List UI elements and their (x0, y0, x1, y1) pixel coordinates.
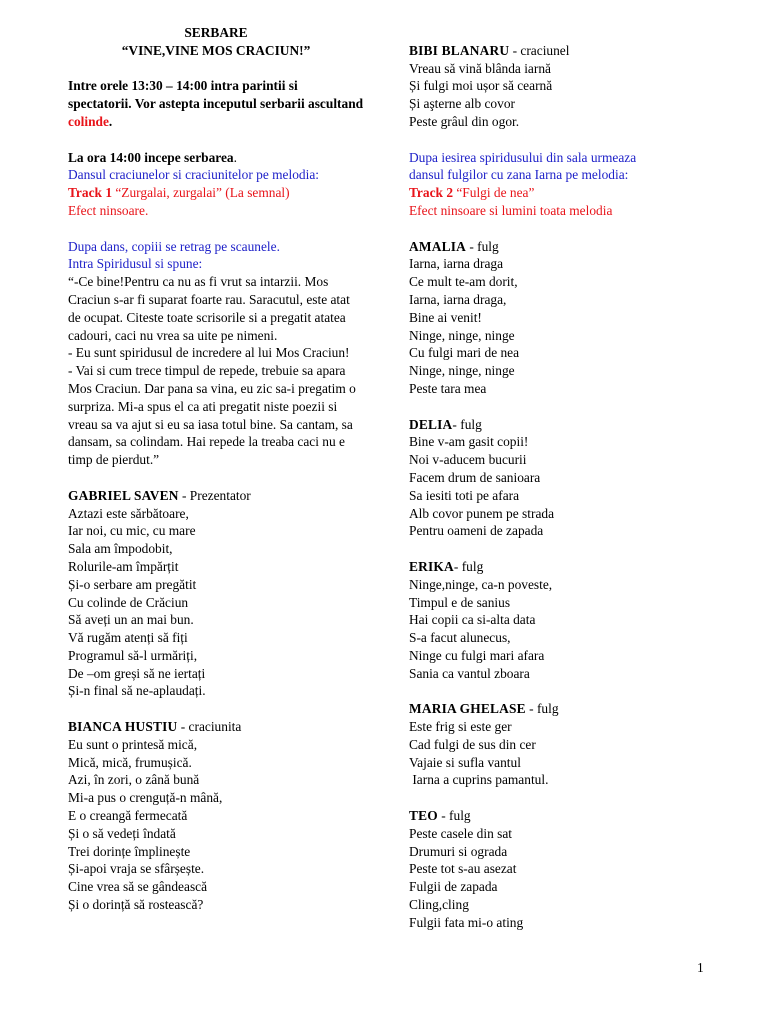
poem-line: Peste casele din sat (409, 825, 512, 841)
poem-line: Fulgii de zapada (409, 879, 498, 895)
poem-line: Ninge, ninge, ninge (409, 363, 515, 379)
delia-heading (409, 416, 705, 434)
track1-line (68, 184, 364, 202)
poem-line: Ninge,ninge, ca-n poveste, (409, 576, 553, 592)
poem-line: Vă rugăm atenți să fiți (68, 630, 188, 646)
start-end: . (233, 149, 237, 165)
track1-text: “Zurgalai, zurgalai” (La semnal) (112, 185, 290, 201)
teo-poem (409, 825, 705, 932)
bianca-role: - craciunita (177, 719, 242, 735)
poem-line: Sa iesiti toti pe afara (409, 487, 520, 503)
intro-end: . (108, 113, 113, 129)
poem-line: Ce mult te-am dorit, (409, 274, 518, 290)
gabriel-role: - Prezentator (178, 487, 251, 503)
poem-line: Sania ca vantul zboara (409, 665, 530, 681)
gabriel-heading (68, 487, 364, 505)
page-number: 1 (697, 960, 704, 975)
erika-name: ERIKA (409, 558, 454, 574)
poem-line: Cine vrea să se gândească (68, 879, 208, 895)
poem-line: Cling,cling (409, 897, 469, 913)
delia-poem (409, 433, 705, 540)
track2-line (409, 184, 705, 202)
amalia-heading (409, 238, 705, 256)
track2-text: “Fulgi de nea” (453, 185, 535, 201)
maria-role: - fulg (525, 701, 559, 717)
poem-line: Facem drum de sanioara (409, 469, 541, 485)
bibi-heading (409, 42, 705, 60)
poem-line: Și fulgi moi ușor să cearnă (409, 78, 553, 94)
poem-line: Pentru oameni de zapada (409, 523, 544, 539)
poem-line: Și-apoi vraja se sfârșește. (68, 861, 205, 877)
poem-line: Iar noi, cu mic, cu mare (68, 523, 196, 539)
right-column (409, 24, 705, 932)
poem-line: Ninge cu fulgi mari afara (409, 647, 545, 663)
teo-name: TEO (409, 808, 438, 824)
doc-title: SERBARE (184, 25, 248, 40)
poem-line: Bine v-am gasit copii! (409, 434, 529, 450)
bibi-poem (409, 60, 705, 131)
poem-line: Cu fulgi mari de nea (409, 345, 520, 361)
poem-line: S-a facut alunecus, (409, 630, 511, 646)
poem-line: Drumuri si ograda (409, 843, 508, 859)
poem-line: Aztazi este sărbătoare, (68, 505, 189, 521)
after-elf-line-2: dansul fulgilor cu zana Iarna pe melodia: (409, 167, 629, 183)
elf-enters: Intra Spiridusul si spune: (68, 256, 203, 272)
poem-line: Să aveți un an mai bun. (68, 612, 194, 628)
poem-line: Peste tara mea (409, 380, 487, 396)
after-elf-line-1: Dupa iesirea spiridusului din sala urmeaza (409, 149, 637, 165)
bianca-heading (68, 718, 364, 736)
poem-line: Și o dorință să rostească? (68, 897, 204, 913)
poem-line: De –om greși să ne iertați (68, 665, 206, 681)
poem-line: Vreau să vină blânda iarnă (409, 60, 551, 76)
amalia-role: - fulg (466, 238, 499, 254)
poem-line: Eu sunt o printesă mică, (68, 736, 198, 752)
poem-line: Mică, mică, frumușică. (68, 754, 192, 770)
amalia-poem (409, 255, 705, 397)
track2-label: Track 2 (409, 185, 454, 201)
poem-line: Și-o serbare am pregătit (68, 576, 197, 592)
poem-line: Și-n final să ne-aplaudați. (68, 683, 206, 699)
poem-line: Ninge, ninge, ninge (409, 327, 515, 343)
bianca-poem (68, 736, 364, 914)
after-dance: Dupa dans, copiii se retrag pe scaunele. (68, 238, 280, 254)
poem-line: Cu colinde de Crăciun (68, 594, 189, 610)
start-text: La ora 14:00 incepe serbarea (68, 149, 234, 165)
poem-line: Peste grâul din ogor. (409, 113, 520, 129)
poem-line: Timpul e de sanius (409, 594, 511, 610)
poem-line: Cad fulgi de sus din cer (409, 736, 536, 752)
erika-role: - fulg (453, 558, 484, 574)
doc-subtitle: “VINE,VINE MOS CRACIUN!” (121, 42, 311, 58)
poem-line: E o creangă fermecată (68, 808, 188, 824)
bibi-role: - craciunel (509, 42, 570, 58)
dance-instruction: Dansul craciunelor si craciunitelor pe melodia: (68, 167, 319, 183)
amalia-name: AMALIA (409, 238, 466, 254)
intro-colinde: colinde (68, 113, 109, 129)
poem-line: Este frig si este ger (409, 719, 512, 735)
poem-line: Și aşterne alb covor (409, 96, 515, 112)
maria-poem (409, 718, 705, 789)
erika-poem (409, 576, 705, 683)
start-line (68, 149, 364, 167)
bibi-name: BIBI BLANARU (409, 42, 510, 58)
poem-line: Alb covor punem pe strada (409, 505, 555, 521)
poem-line: Iarna, iarna draga, (409, 291, 507, 307)
elf-speech-1: “-Ce bine!Pentru ca nu as fi vrut sa intarzii. Mos Craciun s-ar fi suparat foarte rau. Saracutul, este atat de ocupat. Citeste toate scrisorile si a pregatit atatea cadouri, caci nu vrea sa uite pe nimeni. (68, 274, 350, 343)
poem-line: Fulgii fata mi-o ating (409, 914, 524, 930)
maria-heading (409, 700, 705, 718)
poem-line: Iarna a cuprins pamantul. (409, 772, 549, 788)
poem-line: Iarna, iarna draga (409, 256, 504, 272)
poem-line: Mi-a pus o crenguță-n mână, (68, 790, 223, 806)
poem-line: Hai copii ca si-alta data (409, 612, 536, 628)
poem-line: Rolurile-am împărțit (68, 558, 179, 574)
effect2: Efect ninsoare si lumini toata melodia (409, 202, 613, 218)
poem-line: Noi v-aducem bucurii (409, 452, 527, 468)
teo-heading (409, 807, 705, 825)
poem-line: Vajaie si sufla vantul (409, 754, 521, 770)
poem-line: Trei dorințe împlinește (68, 843, 191, 859)
elf-speech-2: - Eu sunt spiridusul de incredere al lui Mos Craciun! (68, 345, 350, 361)
poem-line: Azi, în zori, o zână bună (68, 772, 200, 788)
intro-text: Intre orele 13:30 – 14:00 intra parintii si spectatorii. Vor astepta inceputul serbarii ascultand (68, 78, 364, 112)
delia-role: - fulg (452, 416, 482, 432)
poem-line: Programul să-l urmăriți, (68, 647, 198, 663)
gabriel-name: GABRIEL SAVEN (68, 487, 179, 503)
track1-label: Track 1 (68, 185, 113, 201)
maria-name: MARIA GHELASE (409, 701, 526, 717)
delia-name: DELIA (409, 416, 453, 432)
poem-line: Bine ai venit! (409, 309, 482, 325)
poem-line: Sala am împodobit, (68, 541, 173, 557)
intro-paragraph (68, 77, 364, 130)
gabriel-poem (68, 505, 364, 701)
poem-line: Și o să vedeți îndată (68, 825, 176, 841)
elf-speech-3: - Vai si cum trece timpul de repede, trebuie sa apara Mos Craciun. Dar pana sa vina, eu zic sa-i pregatim o surpriza. Mi-a spus el ca ati pregatit niste poezii si vreau sa va ajut si eu sa iasa totul bine. Sa cantam, sa dansam, sa colindam. Hai repede la treaba caci nu e timp de pierdut.” (68, 363, 356, 468)
bianca-name: BIANCA HUSTIU (68, 719, 178, 735)
teo-role: - fulg (437, 808, 471, 824)
poem-line: Peste tot s-au asezat (409, 861, 517, 877)
effect1: Efect ninsoare. (68, 202, 149, 218)
erika-heading (409, 558, 705, 576)
left-column (68, 24, 364, 914)
